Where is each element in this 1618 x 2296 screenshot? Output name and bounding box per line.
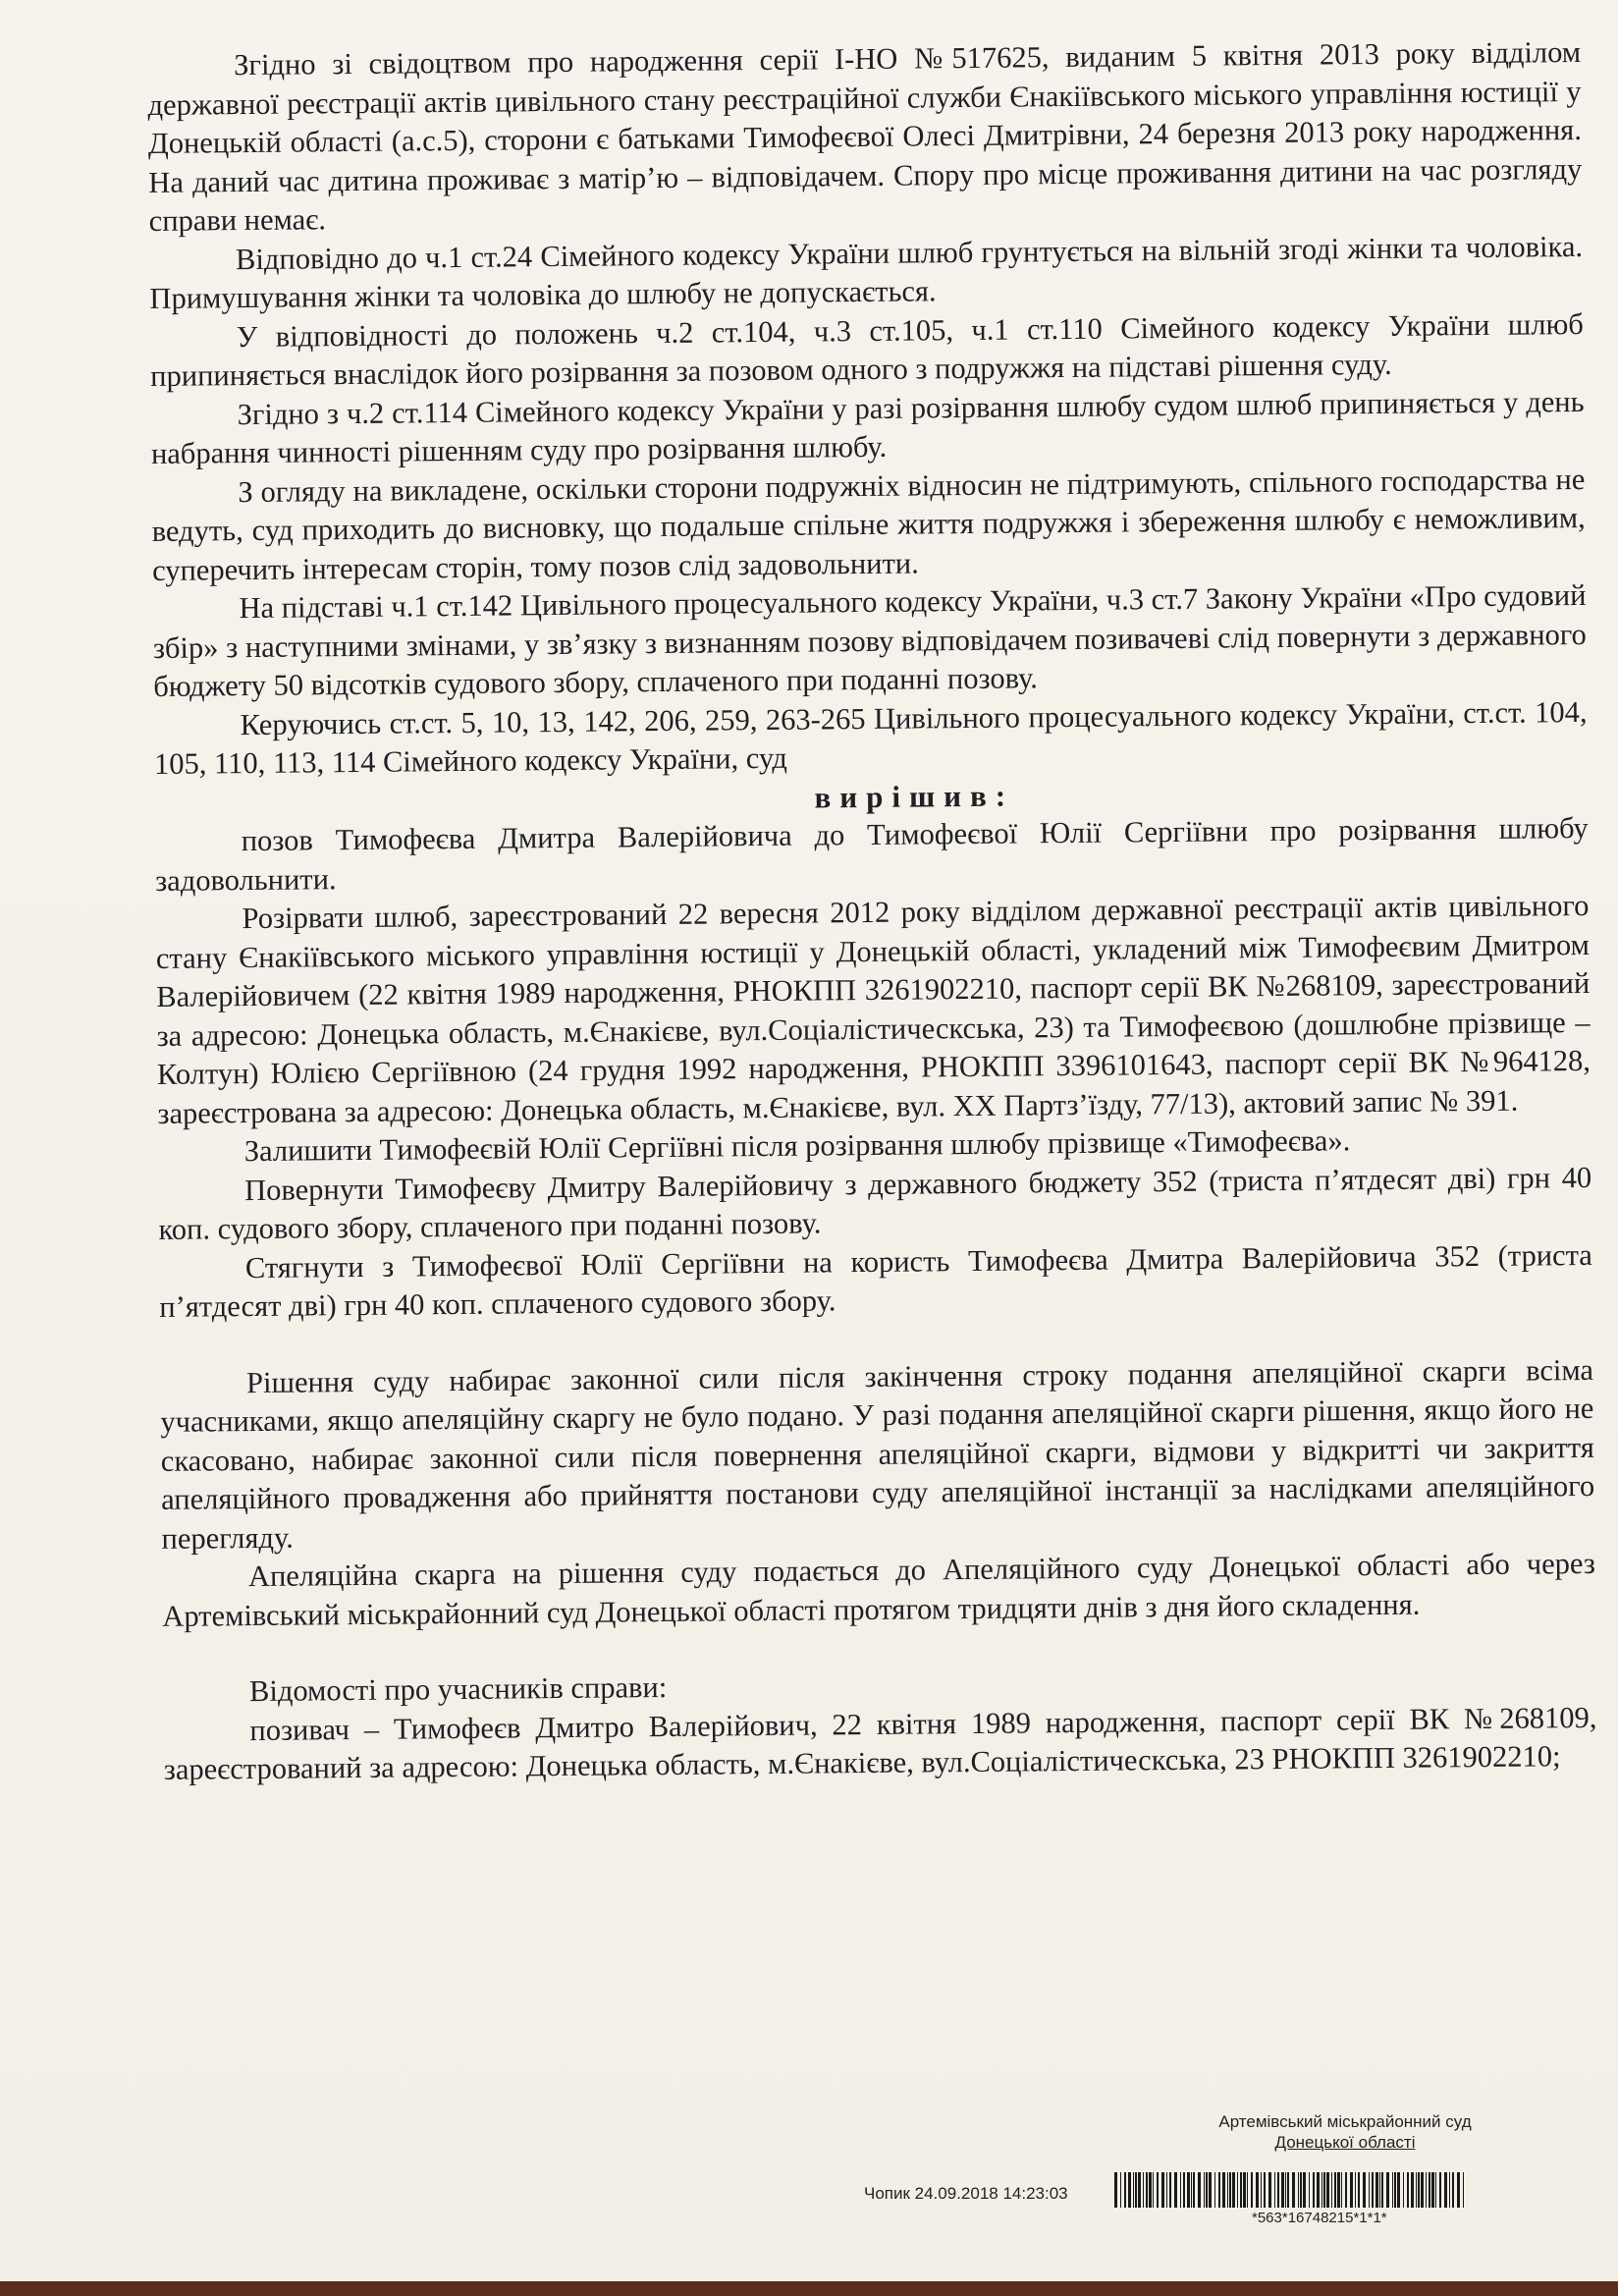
paragraph-birth-certificate: Згідно зі свідоцтвом про народження серії І-НО №517625, виданим 5 квітня 2013 року відділом державної реєстрації актів цивільного стану реєстраційної служби Єнакіївського міського управління юстиції у Донецькій області (а.с.5), сторони є батьками Тимофеєвої Олесі Дмитрівни, 24 березня 2013 року народження. На даний час дитина проживає з матір’ю – відповідачем. Спору про місце проживання дитини на час розгляду справи немає. [147,34,1583,238]
paragraph-court-conclusion: З огляду на викладене, оскільки сторони подружніх відносин не підтримують, спільного господарства не ведуть, суд приходить до висновку, що подальше спільне життя подружжя і збереження шлюбу є неможливим, суперечить інтересам сторін, тому позов слід задовольнити. [151,462,1586,587]
court-name-line1: Артемівський міськрайонний суд [1218,2112,1472,2131]
decision-refund-fee: Повернути Тимофеєву Дмитру Валерійовичу з державного бюджету 352 (триста п’ятдесят дві) грн 40 коп. судового збору, сплаченого при поданні позову. [158,1160,1592,1246]
decision-satisfy-claim: позов Тимофеєва Дмитра Валерійовича до Тимофеєвої Юлії Сергіївни про розірвання шлюбу задовольнити. [154,810,1589,898]
participants-plaintiff: позивач – Тимофеєв Дмитро Валерійович, 22 квітня 1989 народження, паспорт серії ВК №268109, зареєстрований за адресою: Донецька область, м.Єнакієве, вул.Соціалістическська, 23 РНОКПП 3261902210; [163,1700,1597,1786]
decision-surname: Залишити Тимофеєвій Юлії Сергіївні після розірвання шлюбу прізвище «Тимофеєва». [243,1123,1351,1169]
scan-edge [0,2281,1618,2296]
barcode-caption: *563*16748215*1*1* [1252,2210,1387,2226]
decision-recover-fee: Стягнути з Тимофеєвої Юлії Сергіївни на користь Тимофеєва Дмитра Валерійовича 352 (триста п’ятдесят дві) грн 40 коп. сплаченого судового збору. [159,1237,1593,1324]
paragraph-family-code-art104: У відповідності до положень ч.2 ст.104, ч.3 ст.105, ч.1 ст.110 Сімейного кодексу України шлюб припиняється внаслідок його розірвання за позовом одного з подружжя на підставі рішення суду. [150,306,1584,393]
participants-heading: Відомості про учасників справи: [248,1669,668,1709]
appeal-entry-into-force: Рішення суду набирає законної сили після закінчення строку подання апеляційної скарги всіма учасниками, якщо апеляційну скаргу не було подано. У разі подання апеляційної скарги рішення, якщо його не скасовано, набирає законної сили після повернення апеляційної скарги, відмови у відкритті чи закриття апеляційного провадження або прийняття постанови суду апеляційної інстанції за наслідками апеляційного перегляду. [160,1352,1595,1556]
paragraph-family-code-art114: Згідно з ч.2 ст.114 Сімейного кодексу України у разі розірвання шлюбу судом шлюб припиняється у день набрання чинності рішенням суду про розірвання шлюбу. [150,384,1585,470]
decision-heading: вирішив: [814,778,1015,815]
paragraph-family-code-art24: Відповідно до ч.1 ст.24 Сімейного кодексу України шлюб грунтується на вільній згоді жінки та чоловіка. Примушування жінки та чоловіка до шлюбу не допускається. [149,229,1584,315]
decision-dissolve-marriage: Розірвати шлюб, зареєстрований 22 вересня 2012 року відділом державної реєстрації актів цивільного стану Єнакіївського міського управління юстиції у Донецькій області, укладений між Тимофеєвим Дмитром Валерійовичем (22 квітня 1989 народження, РНОКПП 3261902210, паспорт серії ВК №268109, зареєстрований за адресою: Донецька область, м.Єнакієве, вул.Соціалістическська, 23) та Тимофеєвою (дошлюбне прізвище – Колтун) Юлією Сергіївною (24 грудня 1992 народження, РНОКПП 3396101643, паспорт серії ВК №964128, зареєстрована за адресою: Донецька область, м.Єнакієве, вул. ХХ Партз’їзду, 77/13), актовий запис № 391. [155,888,1591,1130]
paragraph-guided-by: Керуючись ст.ст. 5, 10, 13, 142, 206, 259, 263-265 Цивільного процесуального кодексу України, ст.ст. 104, 105, 110, 113, 114 Сімейного кодексу України, суд [153,694,1588,781]
court-name-line2: Донецької області [1274,2133,1416,2152]
court-stamp [1159,2111,1532,2153]
appeal-procedure: Апеляційна скарга на рішення суду подається до Апеляційного суду Донецької області або через Артемівський міськрайонний суд Донецької області протягом тридцяти днів з дня його складення. [162,1546,1596,1633]
paragraph-court-fee: На підставі ч.1 ст.142 Цивільного процесуального кодексу України, ч.3 ст.7 Закону України «Про судовий збір» з наступними змінами, у зв’язку з визнанням позову відповідачем позивачеві слід повернути з державного бюджету 50 відсотків судового збору, сплаченого при поданні позову. [152,577,1587,703]
registrar-timestamp: Чопик 24.09.2018 14:23:03 [864,2184,1068,2203]
registration-footer [864,2172,1591,2231]
barcode-icon [1114,2172,1468,2208]
document-body [147,33,1597,1789]
